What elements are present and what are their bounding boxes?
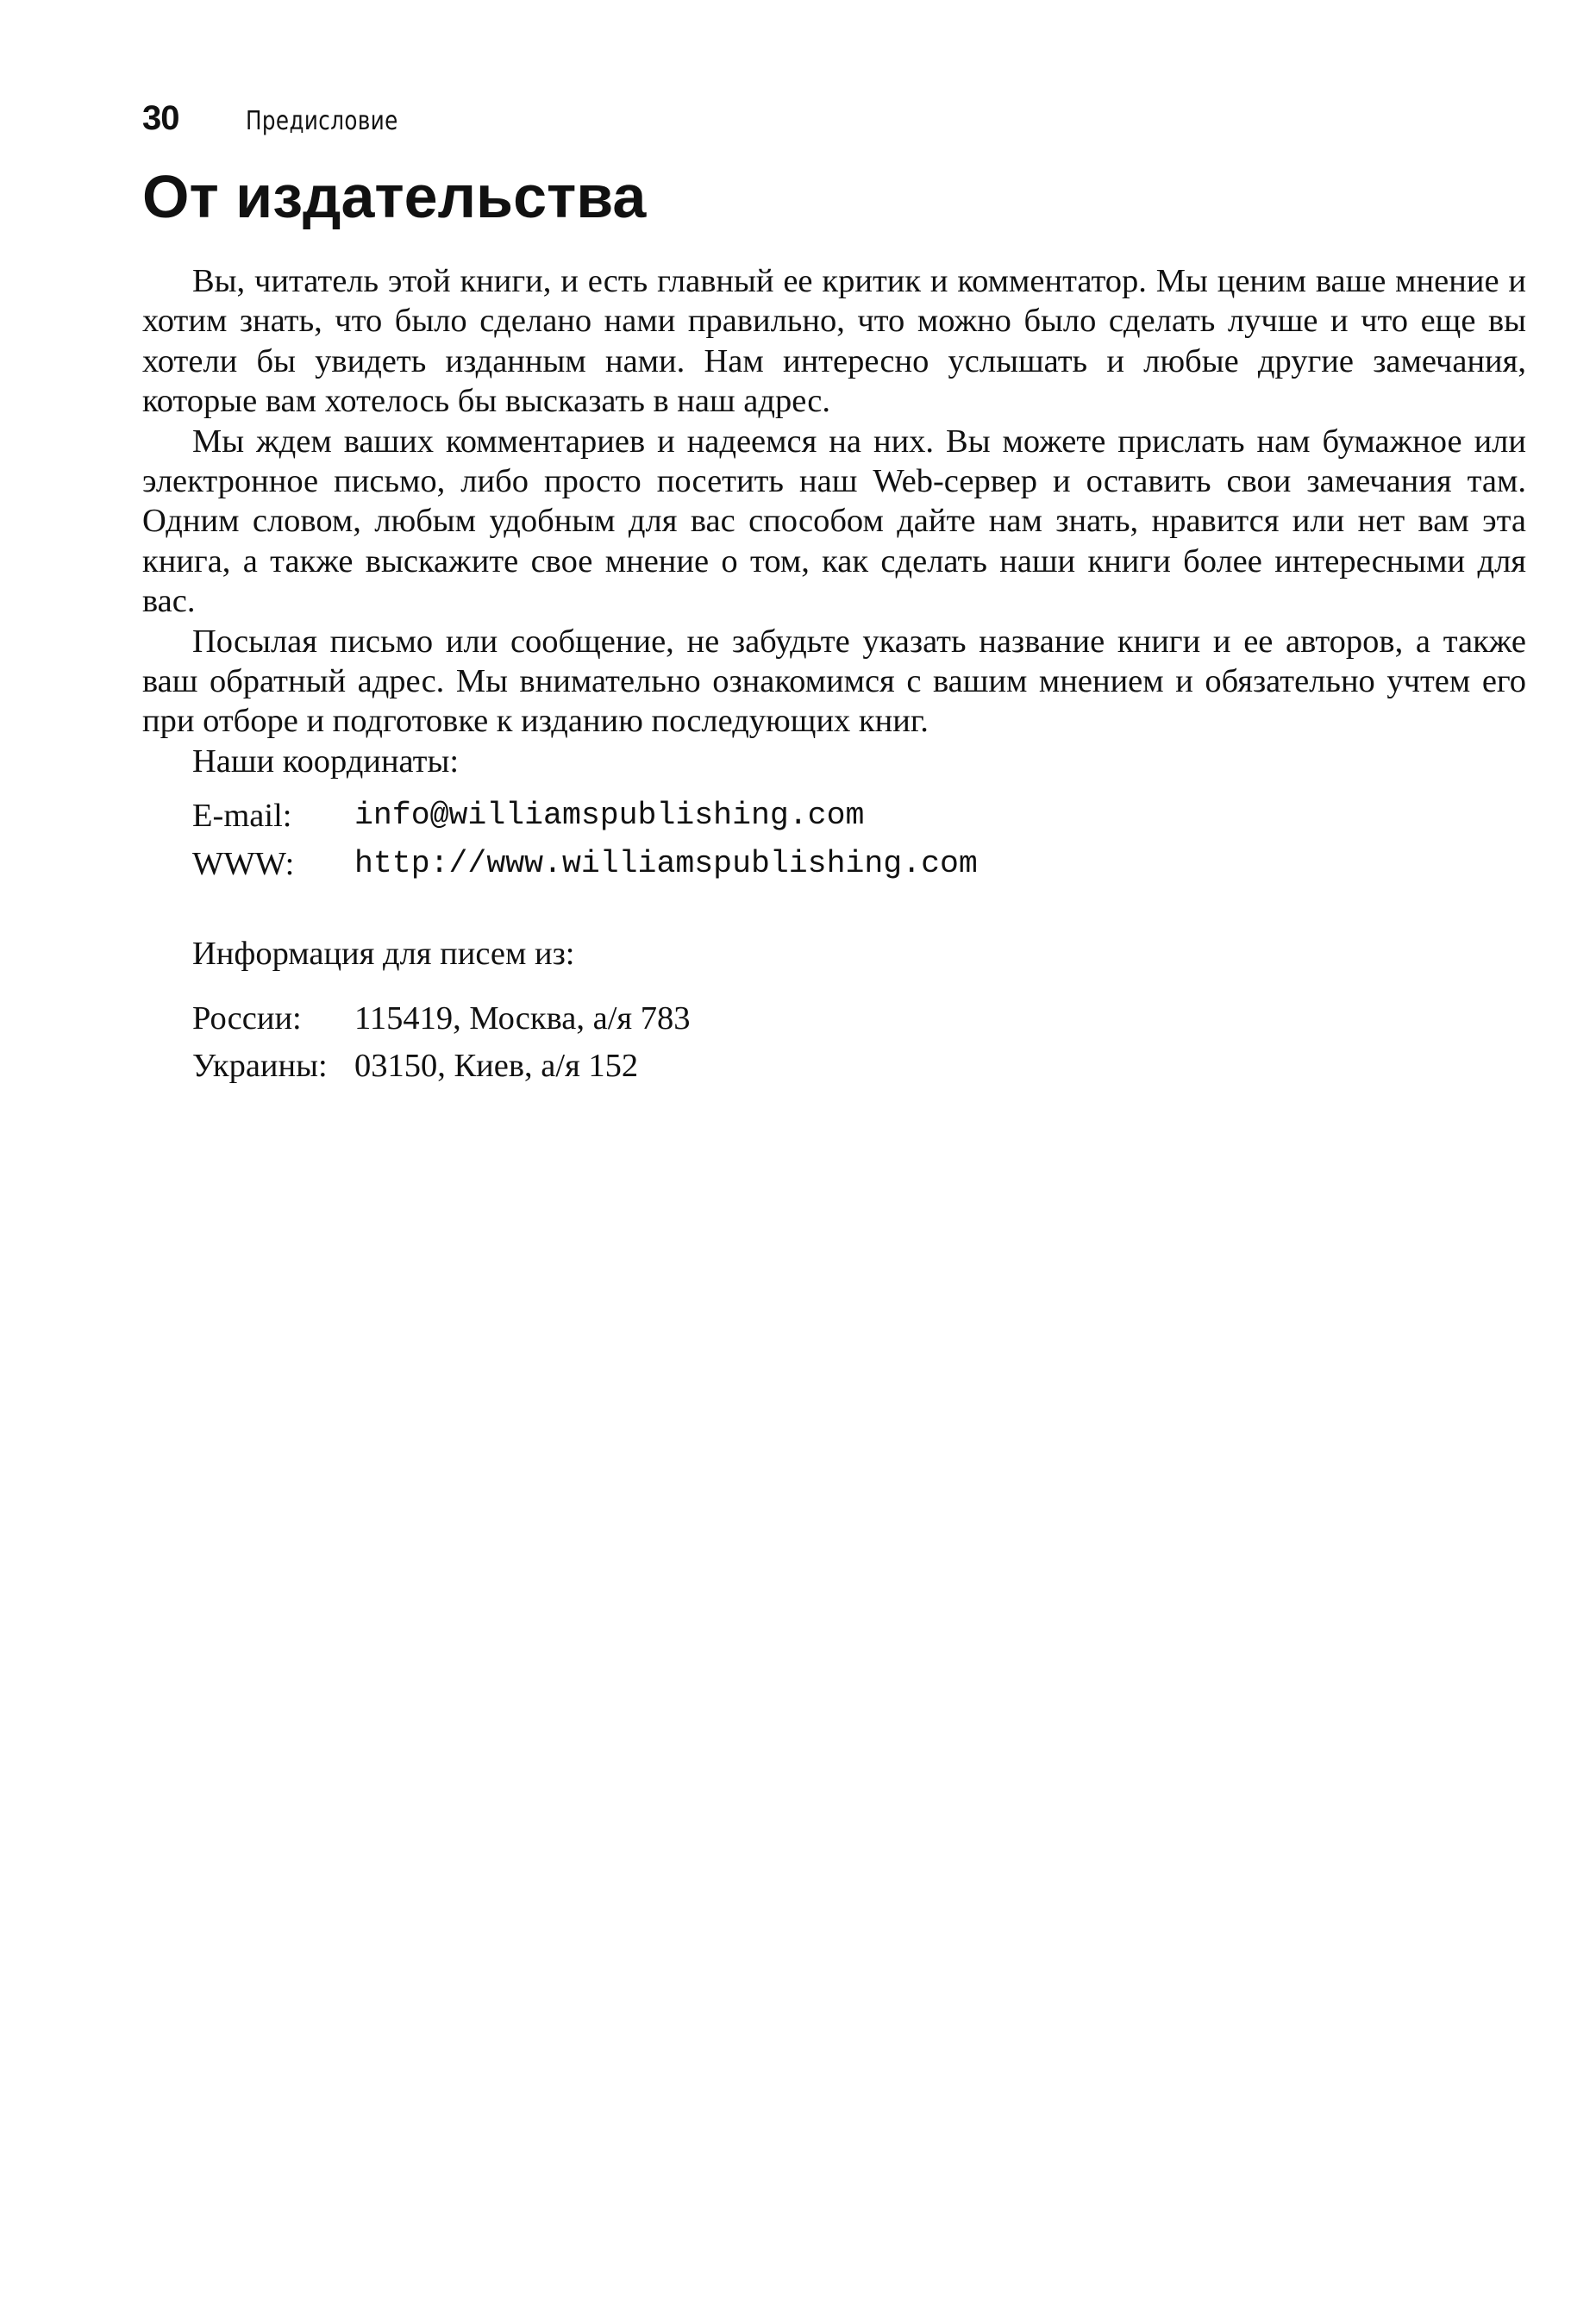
page-number: 30 [142, 99, 179, 137]
address-russia-row [192, 995, 1526, 1043]
contacts-intro: Наши координаты: [192, 742, 460, 780]
website-url: http://www.williamspublishing.com [354, 846, 978, 882]
paragraph-3: Посылая письмо или сообщение, не забудьте указать название книги и ее авторов, а также ваш обратный адрес. Мы внимательно ознакомимся с вашим мнением и обязательно учтем его при отборе и подготовке к изданию последующих книг. [142, 623, 1526, 740]
contact-email-row [192, 792, 1526, 840]
address-value: 115419, Москва, а/я 783 [354, 1000, 691, 1037]
address-ukraine-row [192, 1043, 1526, 1090]
running-header-section: Предисловие [246, 106, 398, 136]
contact-label: E-mail: [192, 798, 292, 835]
address-label: России: [192, 1000, 302, 1037]
address-list [192, 995, 1526, 1090]
mail-intro: Информация для писем из: [192, 936, 575, 973]
contact-label: WWW: [192, 846, 295, 883]
contact-www-row [192, 840, 1526, 888]
paragraph-2: Мы ждем ваших комментариев и надеемся на них. Вы можете прислать нам бумажное или электронное письмо, либо просто посетить наш Web-сервер и оставить свои замечания там. Одним словом, любым удобным для вас способом дайте нам знать, нравится или нет вам эта книга, а также выскажите свое мнение о том, как сделать наши книги более интересными для вас. [142, 423, 1526, 620]
book-page [142, 99, 1526, 1090]
section-title: От издательства [142, 163, 647, 230]
address-label: Украины: [192, 1048, 328, 1085]
body-text [142, 261, 1526, 781]
running-header [142, 99, 1526, 151]
email-address: info@williamspublishing.com [354, 798, 865, 834]
contacts-list [192, 792, 1526, 888]
address-value: 03150, Киев, а/я 152 [354, 1048, 639, 1085]
paragraph-1: Вы, читатель этой книги, и есть главный ее критик и комментатор. Мы ценим ваше мнение и хотим знать, что было сделано нами правильно, что можно было сделать лучше и что еще вы хотели бы увидеть изданным нами. Нам интересно услышать и любые другие замечания, которые вам хотелось бы высказать в наш адрес. [142, 263, 1526, 420]
